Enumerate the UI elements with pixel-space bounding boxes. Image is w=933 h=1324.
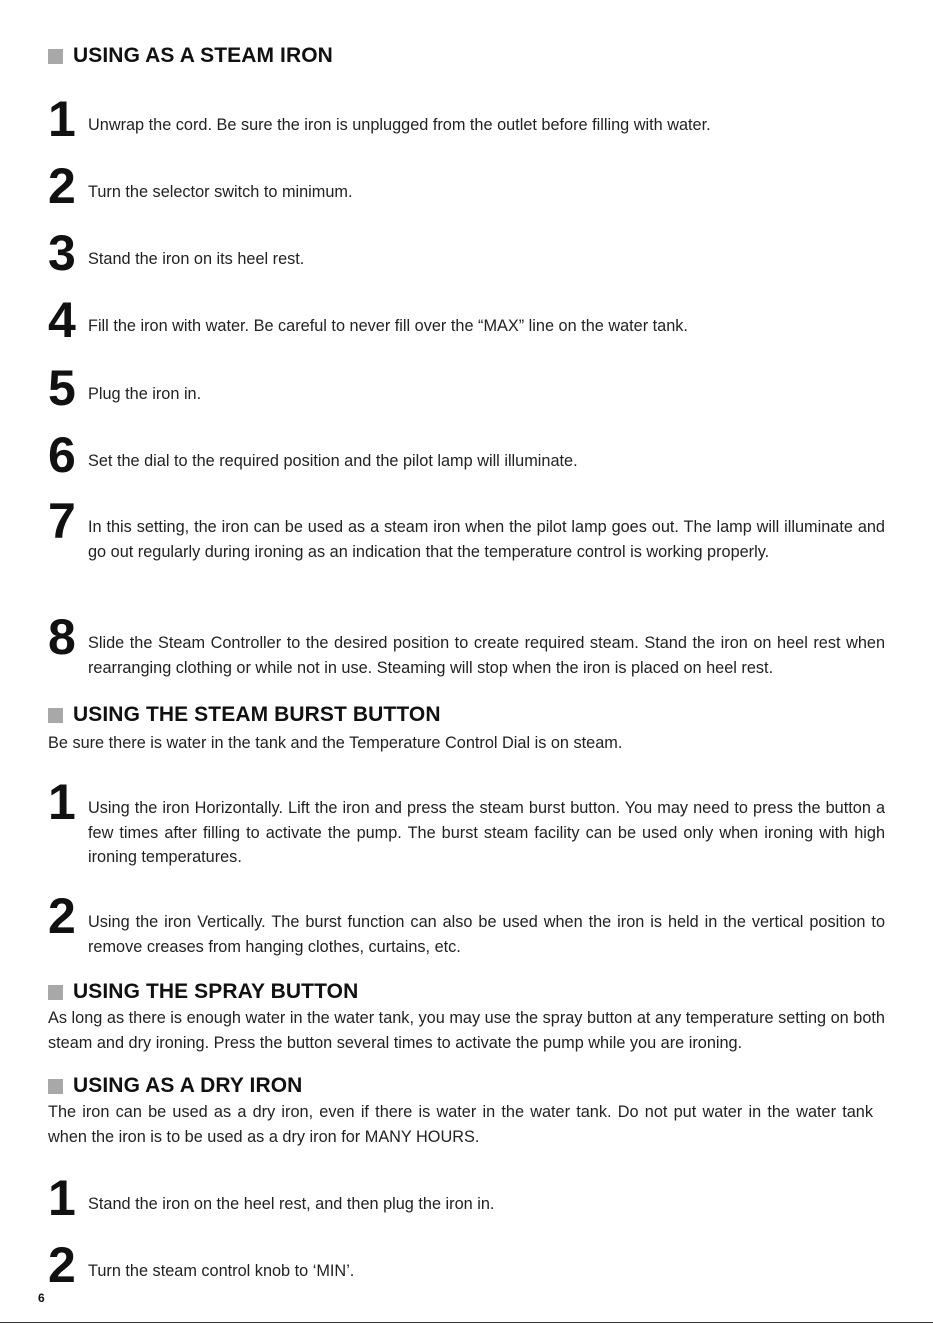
step-text: Slide the Steam Controller to the desired position to create required steam. Stand the iron on heel rest when rearranging clothing or while not in use. Steaming will stop when the iron is placed on heel rest. (88, 634, 885, 677)
heading-square-icon (48, 985, 63, 1000)
step-text: Set the dial to the required position and the pilot lamp will illuminate. (88, 452, 578, 470)
section-intro: The iron can be used as a dry iron, even if there is water in the water tank. Do not put water in the water tank when the iron is to be used as a dry iron for MANY HOURS. (48, 1103, 873, 1146)
step-number: 5 (48, 360, 76, 416)
step-number: 6 (48, 427, 76, 483)
heading-square-icon (48, 1079, 63, 1094)
step-number: 1 (48, 774, 76, 830)
section-heading-dry-iron (48, 1074, 302, 1098)
section-intro: Be sure there is water in the tank and the Temperature Control Dial is on steam. (48, 734, 623, 752)
step-text: Turn the steam control knob to ‘MIN’. (88, 1262, 355, 1280)
heading-text: USING AS A DRY IRON (73, 1074, 303, 1097)
heading-text: USING THE SPRAY BUTTON (73, 980, 359, 1003)
step-text: Stand the iron on its heel rest. (88, 250, 305, 268)
step-text: Fill the iron with water. Be careful to never fill over the “MAX” line on the water tank. (88, 317, 688, 335)
step-text: Plug the iron in. (88, 385, 202, 403)
step-number: 4 (48, 292, 76, 348)
bottom-divider (0, 1322, 933, 1323)
step-text: In this setting, the iron can be used as a steam iron when the pilot lamp goes out. The lamp will illuminate and go out regularly during ironing as an indication that the temperature control is working properly. (88, 518, 885, 561)
step-text: Using the iron Horizontally. Lift the iron and press the steam burst button. You may need to press the button a few times after filling to activate the pump. The burst steam facility can be used only when ironing with high ironing temperatures. (88, 799, 885, 866)
step-text: Using the iron Vertically. The burst function can also be used when the iron is held in the vertical position to remove creases from hanging clothes, curtains, etc. (88, 913, 885, 956)
section-heading-steam-burst (48, 703, 441, 727)
section-intro: As long as there is enough water in the water tank, you may use the spray button at any temperature setting on both steam and dry ironing. Press the button several times to activate the pump while you are ironing. (48, 1009, 885, 1052)
section-heading-steam-iron (48, 44, 333, 68)
step-number: 1 (48, 91, 76, 147)
heading-text: USING THE STEAM BURST BUTTON (73, 703, 441, 726)
section-heading-spray (48, 980, 358, 1004)
step-number: 8 (48, 609, 76, 665)
step-number: 2 (48, 158, 76, 214)
step-number: 3 (48, 225, 76, 281)
step-number: 7 (48, 493, 76, 549)
step-number: 2 (48, 1237, 76, 1293)
step-number: 1 (48, 1170, 76, 1226)
step-text: Turn the selector switch to minimum. (88, 183, 353, 201)
step-number: 2 (48, 888, 76, 944)
step-text: Stand the iron on the heel rest, and then plug the iron in. (88, 1195, 495, 1213)
step-text: Unwrap the cord. Be sure the iron is unplugged from the outlet before filling with water. (88, 116, 711, 134)
page-number: 6 (38, 1291, 45, 1305)
heading-text: USING AS A STEAM IRON (73, 44, 333, 67)
heading-square-icon (48, 49, 63, 64)
heading-square-icon (48, 708, 63, 723)
